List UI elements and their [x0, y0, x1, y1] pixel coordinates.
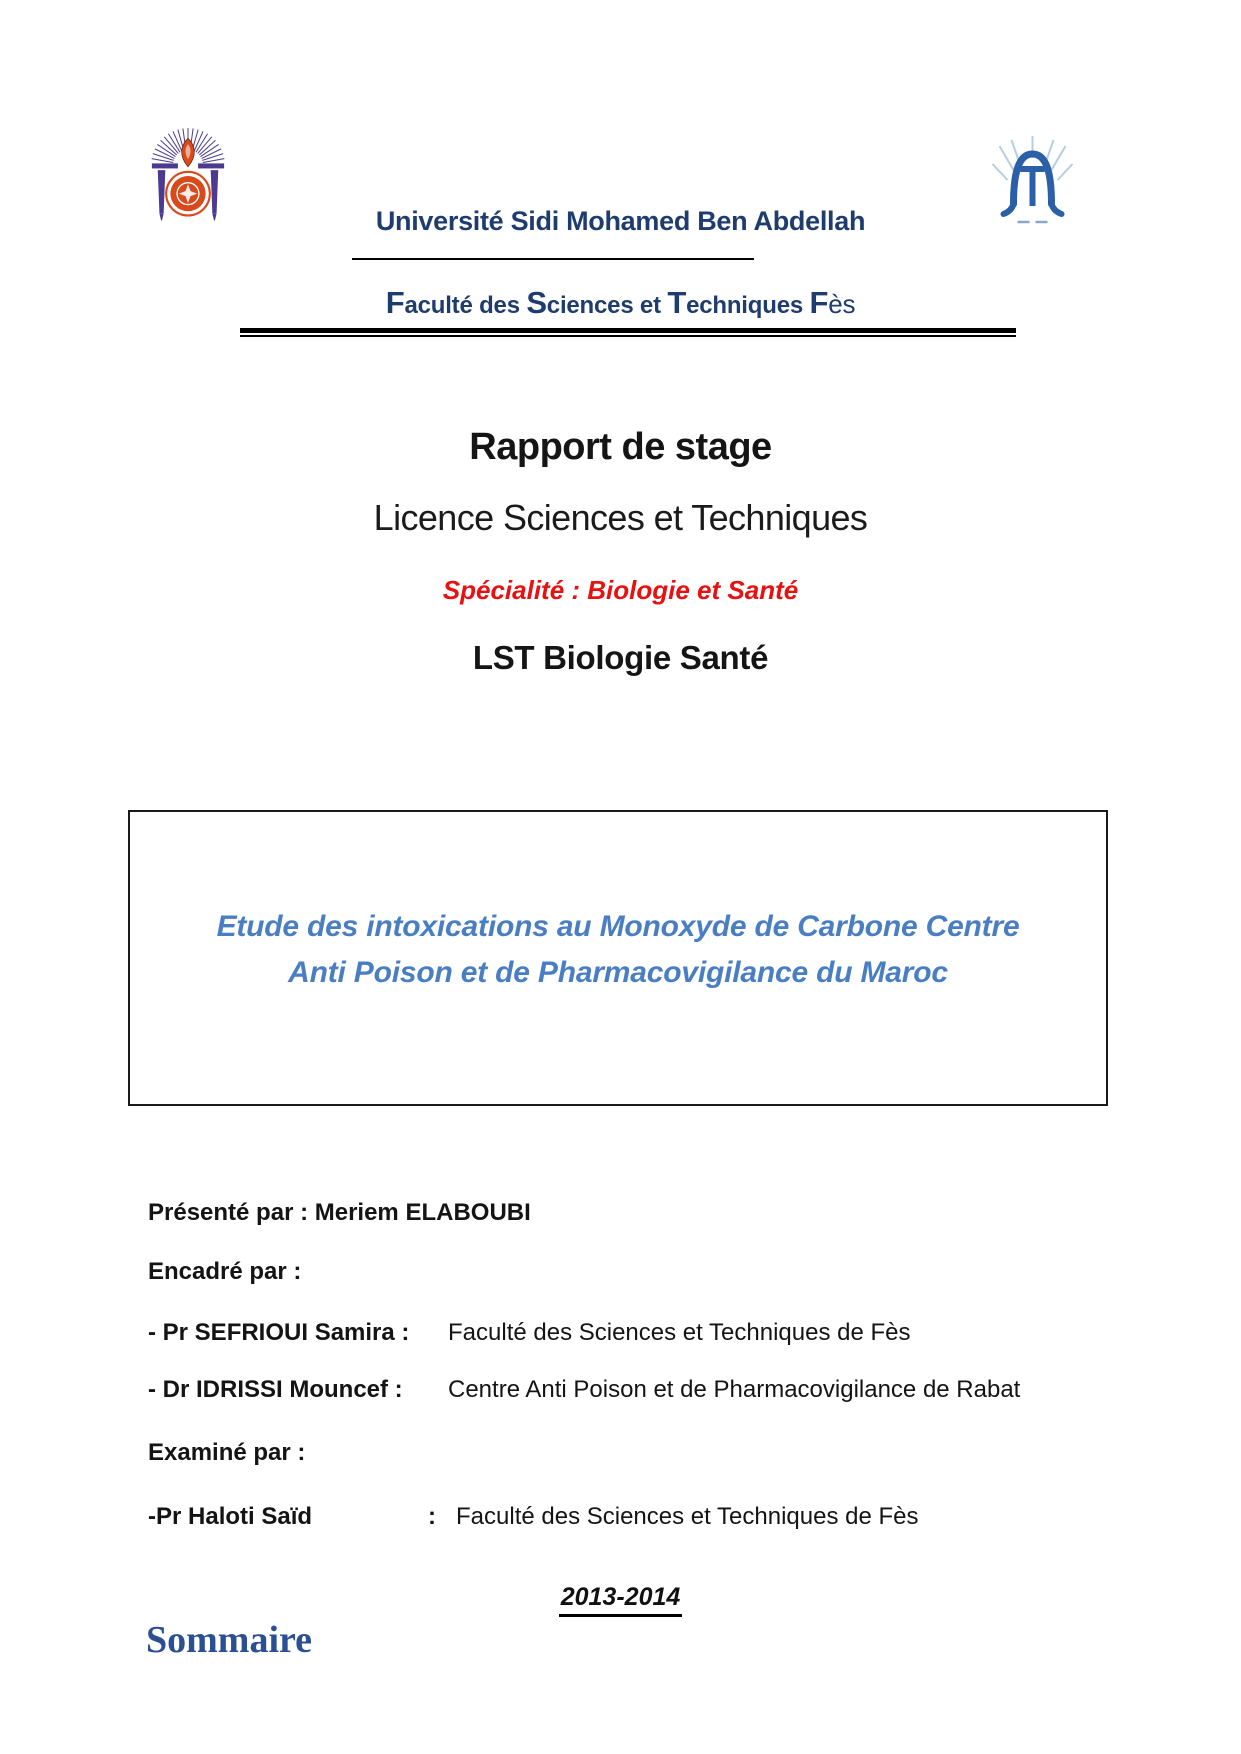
- examiner-affiliation: Faculté des Sciences et Techniques de Fès: [456, 1503, 919, 1530]
- academic-year: 2013-2014: [0, 1581, 1241, 1617]
- examiner-name: -Pr Haloti Saïd: [148, 1503, 313, 1530]
- supervised-label: Encadré par :: [148, 1258, 302, 1285]
- subject-box: [128, 810, 1108, 1106]
- program-title: LST Biologie Santé: [472, 639, 769, 676]
- subject-title: [130, 904, 1106, 996]
- supervisor-1-name: - Pr SEFRIOUI Samira :: [148, 1319, 410, 1346]
- report-type-title: Rapport de stage: [469, 426, 772, 468]
- supervisor-2-affiliation: Centre Anti Poison et de Pharmacovigilance de Rabat: [448, 1376, 1021, 1403]
- header-thin-rule: [352, 258, 754, 260]
- supervisor-2-name: - Dr IDRISSI Mouncef :: [148, 1376, 403, 1403]
- degree-title: Licence Sciences et Techniques: [373, 497, 868, 538]
- faculty-initial: F: [385, 285, 405, 320]
- supervisor-row-1: [148, 1318, 911, 1348]
- specialty-title: Spécialité : Biologie et Santé: [442, 575, 799, 605]
- subject-line-2: Anti Poison et de Pharmacovigilance du Maroc: [288, 956, 948, 989]
- examiner-colon: :: [428, 1503, 436, 1530]
- subject-line-1: Etude des intoxications au Monoxyde de Carbone Centre: [216, 910, 1020, 943]
- presented-by: Présenté par : Meriem ELABOUBI: [148, 1199, 531, 1226]
- header-double-rule: [240, 328, 1016, 337]
- examined-label: Examiné par :: [148, 1439, 306, 1466]
- faculty-city-suffix: ès: [828, 289, 856, 319]
- sommaire-heading: Sommaire: [146, 1619, 313, 1661]
- supervisor-row-2: [148, 1375, 1020, 1405]
- examiner-row: [148, 1502, 919, 1532]
- university-name: Université Sidi Mohamed Ben Abdellah: [375, 206, 866, 236]
- faculty-name: Faculté des Sciences et Techniques Fès: [385, 285, 856, 320]
- supervisor-1-affiliation: Faculté des Sciences et Techniques de Fès: [448, 1319, 911, 1346]
